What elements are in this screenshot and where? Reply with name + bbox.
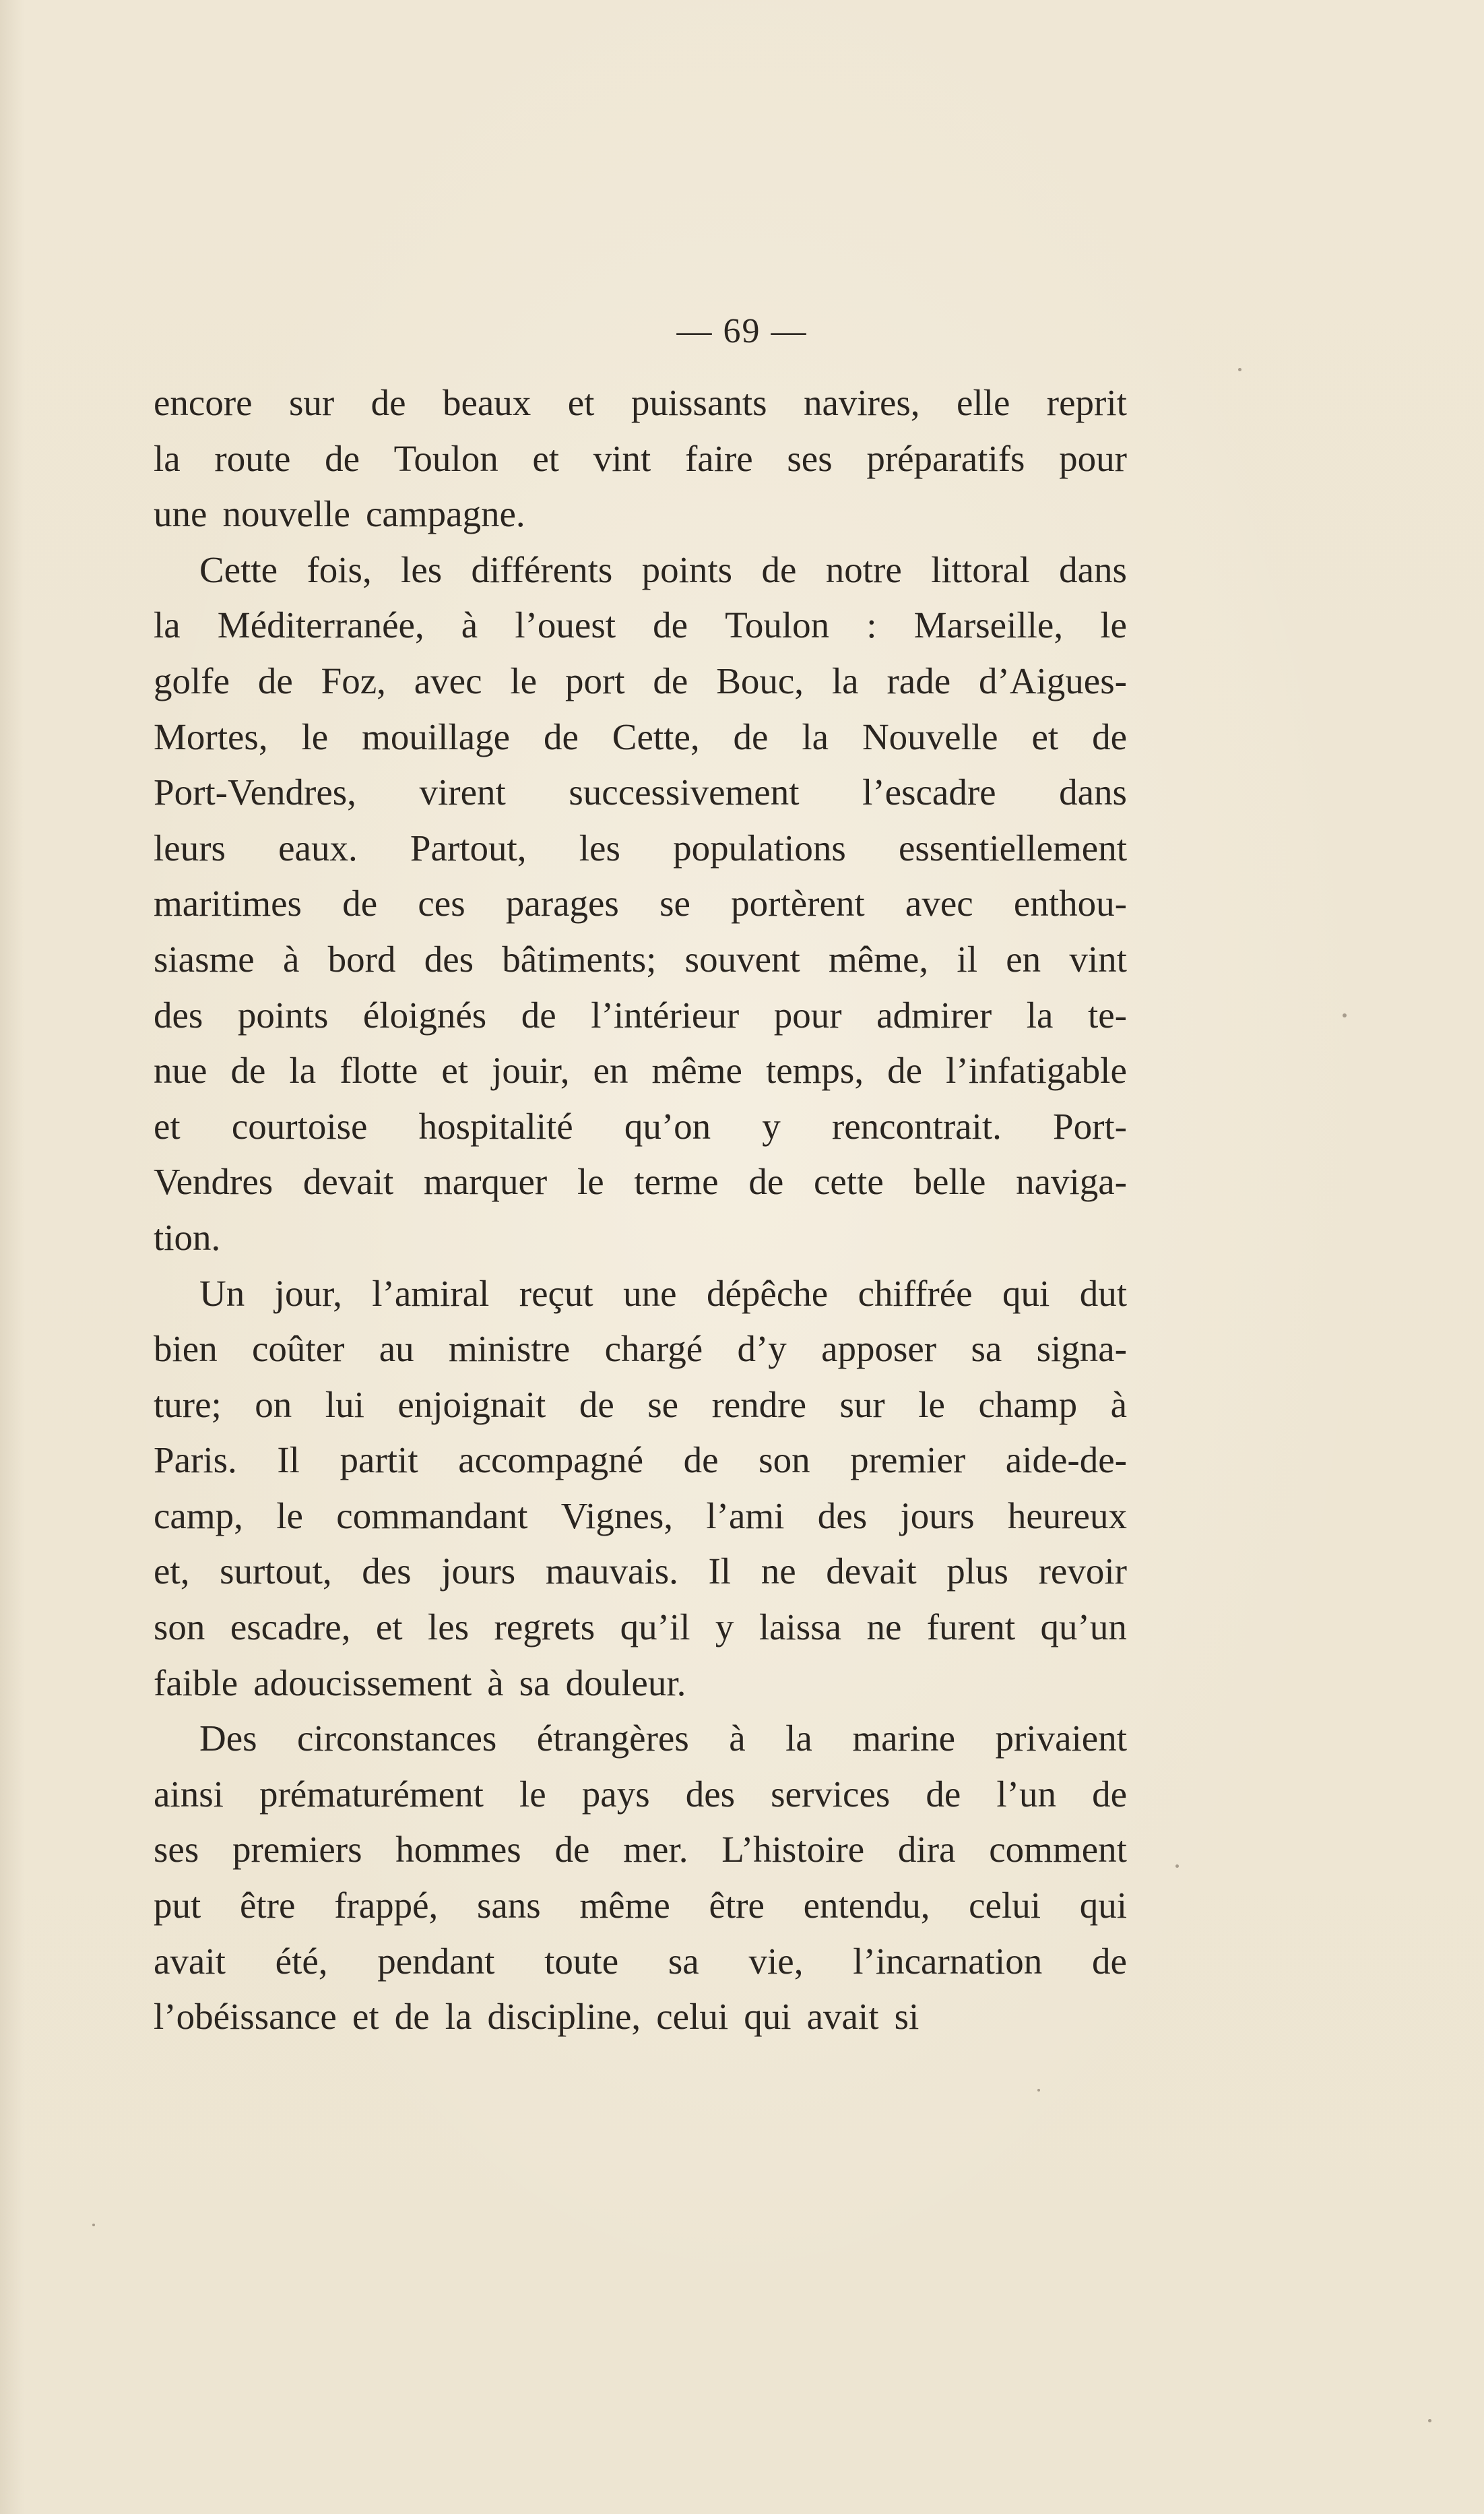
text-line: la route de Toulon et vint faire ses préparatifs pour: [154, 437, 1127, 479]
text-line: ainsi prématurément le pays des services de l’un de: [154, 1773, 1127, 1815]
paragraph: [154, 1266, 1127, 1711]
paragraph: [154, 542, 1127, 1266]
page-number: — 69 —: [676, 312, 808, 350]
paper-speck: [1037, 2089, 1040, 2092]
text-line: camp, le commandant Vignes, l’ami des jours heureux: [154, 1495, 1127, 1536]
text-line: faible adoucissement à sa douleur.: [154, 1662, 686, 1703]
paper-speck: [1343, 1013, 1347, 1017]
text-line: tion.: [154, 1216, 221, 1258]
paper-speck: [92, 2224, 95, 2226]
paragraph: [154, 1711, 1127, 2045]
text-line: siasme à bord des bâtiments; souvent même, il en vint: [154, 938, 1127, 980]
text-line: une nouvelle campagne.: [154, 493, 525, 535]
paper-speck: [1175, 1864, 1179, 1868]
text-line: et courtoise hospitalité qu’on y rencontrait. Port-: [154, 1105, 1127, 1147]
text-line: maritimes de ces parages se portèrent avec enthou-: [154, 883, 1127, 924]
text-line: des points éloignés de l’intérieur pour admirer la te-: [154, 994, 1127, 1036]
text-line: la Méditerranée, à l’ouest de Toulon : Marseille, le: [154, 604, 1127, 646]
body-text: [154, 375, 1127, 2045]
text-line: nue de la flotte et jouir, en même temps, de l’infatigable: [154, 1050, 1127, 1092]
text-line: bien coûter au ministre chargé d’y apposer sa signa-: [154, 1328, 1127, 1370]
text-line: son escadre, et les regrets qu’il y laissa ne furent qu’un: [154, 1606, 1127, 1648]
paper-speck: [1238, 368, 1241, 371]
text-line: et, surtout, des jours mauvais. Il ne devait plus revoir: [154, 1550, 1127, 1592]
text-line: golfe de Foz, avec le port de Bouc, la rade d’Aigues-: [154, 660, 1127, 701]
text-line: encore sur de beaux et puissants navires, elle reprit: [154, 382, 1127, 423]
text-line: Port-Vendres, virent successivement l’escadre dans: [154, 772, 1127, 813]
text-line: Cette fois, les différents points de notre littoral dans: [199, 548, 1127, 590]
text-line: Des circonstances étrangères à la marine privaient: [199, 1718, 1127, 1759]
text-line: Un jour, l’amiral reçut une dépêche chiffrée qui dut: [199, 1272, 1127, 1314]
paper-speck: [1428, 2419, 1431, 2422]
text-line: ture; on lui enjoignait de se rendre sur le champ à: [154, 1383, 1127, 1425]
text-line: put être frappé, sans même être entendu, celui qui: [154, 1885, 1127, 1926]
paragraph: [154, 375, 1127, 542]
text-line: ses premiers hommes de mer. L’histoire dira comment: [154, 1829, 1127, 1871]
text-line: l’obéissance et de la discipline, celui qui avait si: [154, 1996, 920, 2038]
text-line: Paris. Il partit accompagné de son premier aide-de-: [154, 1439, 1127, 1481]
text-line: leurs eaux. Partout, les populations essentiellement: [154, 827, 1127, 869]
text-line: Mortes, le mouillage de Cette, de la Nouvelle et de: [154, 716, 1127, 757]
text-line: avait été, pendant toute sa vie, l’incarnation de: [154, 1940, 1127, 1982]
text-line: Vendres devait marquer le terme de cette belle naviga-: [154, 1161, 1127, 1203]
